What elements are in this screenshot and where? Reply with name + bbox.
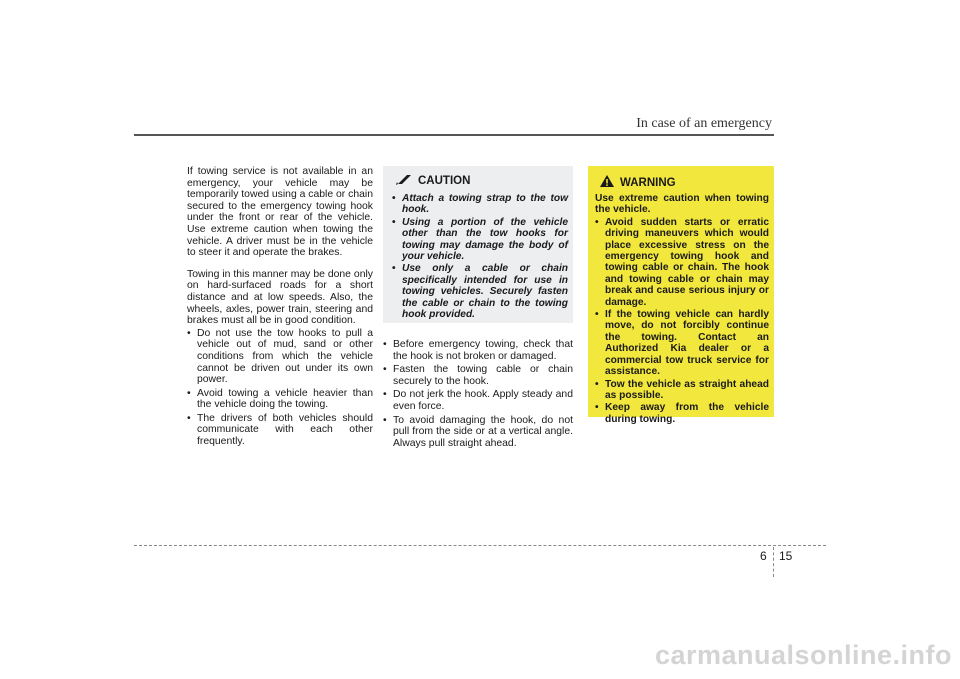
warning-triangle-icon: [600, 174, 614, 192]
caution-list: [392, 193, 568, 320]
list-item: • The drivers of both vehicles should communicate with each other frequently.: [187, 413, 373, 448]
warning-intro: Use extreme caution when towing the vehicle.: [595, 193, 769, 216]
list-item: • Before emergency towing, check that the hook is not broken or damaged.: [383, 339, 573, 362]
list-item: • Fasten the towing cable or chain securely to the hook.: [383, 364, 573, 387]
towing-precautions-list: [187, 328, 373, 448]
watermark: carmanualsonline.info: [654, 640, 952, 670]
hook-check-list: [383, 339, 573, 449]
warning-header: [600, 174, 769, 192]
list-item: • Avoid sudden starts or erratic driving maneuvers which would place excessive stress on the emergency towing hook and towing cable or chain. The hook and towing cable or chain may break and cause serious injury or damage.: [595, 217, 769, 308]
middle-column: [383, 339, 573, 451]
list-item: • Use only a cable or chain specifically intended for use in towing vehicles. Securely fasten the cable or chain to the towing hook provided.: [392, 263, 568, 320]
caution-header: [396, 172, 568, 190]
list-item: • Do not use the tow hooks to pull a vehicle out of mud, sand or other conditions from which the vehicle cannot be driven out under its own power.: [187, 328, 373, 386]
page-header-title: In case of an emergency: [636, 116, 772, 131]
footer-rule: [134, 545, 826, 546]
list-item: • To avoid damaging the hook, do not pull from the side or at a vertical angle. Always pull straight ahead.: [383, 415, 573, 450]
list-item: • Tow the vehicle as straight ahead as possible.: [595, 379, 769, 402]
page-number: 15: [779, 549, 793, 563]
paragraph-conditions: Towing in this manner may be done only on hard-surfaced roads for a short distance and at low speeds. Also, the wheels, axles, power train, steering and brakes must all be in good condition.: [187, 268, 373, 327]
chapter-number: 6: [760, 549, 767, 563]
warning-title: WARNING: [620, 177, 676, 189]
list-item: • Using a portion of the vehicle other than the tow hooks for towing may damage the body of your vehicle.: [392, 217, 568, 263]
warning-box: [588, 166, 774, 425]
caution-title: CAUTION: [418, 175, 471, 187]
left-column: [187, 166, 373, 450]
header-rule: [134, 134, 774, 136]
page-divider: [773, 547, 774, 577]
list-item: • Keep away from the vehicle during towing.: [595, 402, 769, 425]
list-item: • If the towing vehicle can hardly move, do not forcibly continue the towing. Contact an Authorized Kia dealer or a commercial tow truck service for assistance.: [595, 309, 769, 377]
list-item: • Do not jerk the hook. Apply steady and even force.: [383, 389, 573, 412]
caution-box: [383, 166, 573, 323]
paragraph-intro: If towing service is not available in an emergency, your vehicle may be temporarily towed using a cable or chain secured to the emergency towing hook under the front or rear of the vehicle. Use extreme caution when towing the vehicle. A driver must be in the vehicle to steer it and operate the brakes.: [187, 166, 373, 259]
list-item: • Attach a towing strap to the tow hook.: [392, 193, 568, 216]
pencil-icon: [396, 172, 412, 190]
warning-list: [595, 217, 769, 425]
list-item: • Avoid towing a vehicle heavier than the vehicle doing the towing.: [187, 388, 373, 411]
